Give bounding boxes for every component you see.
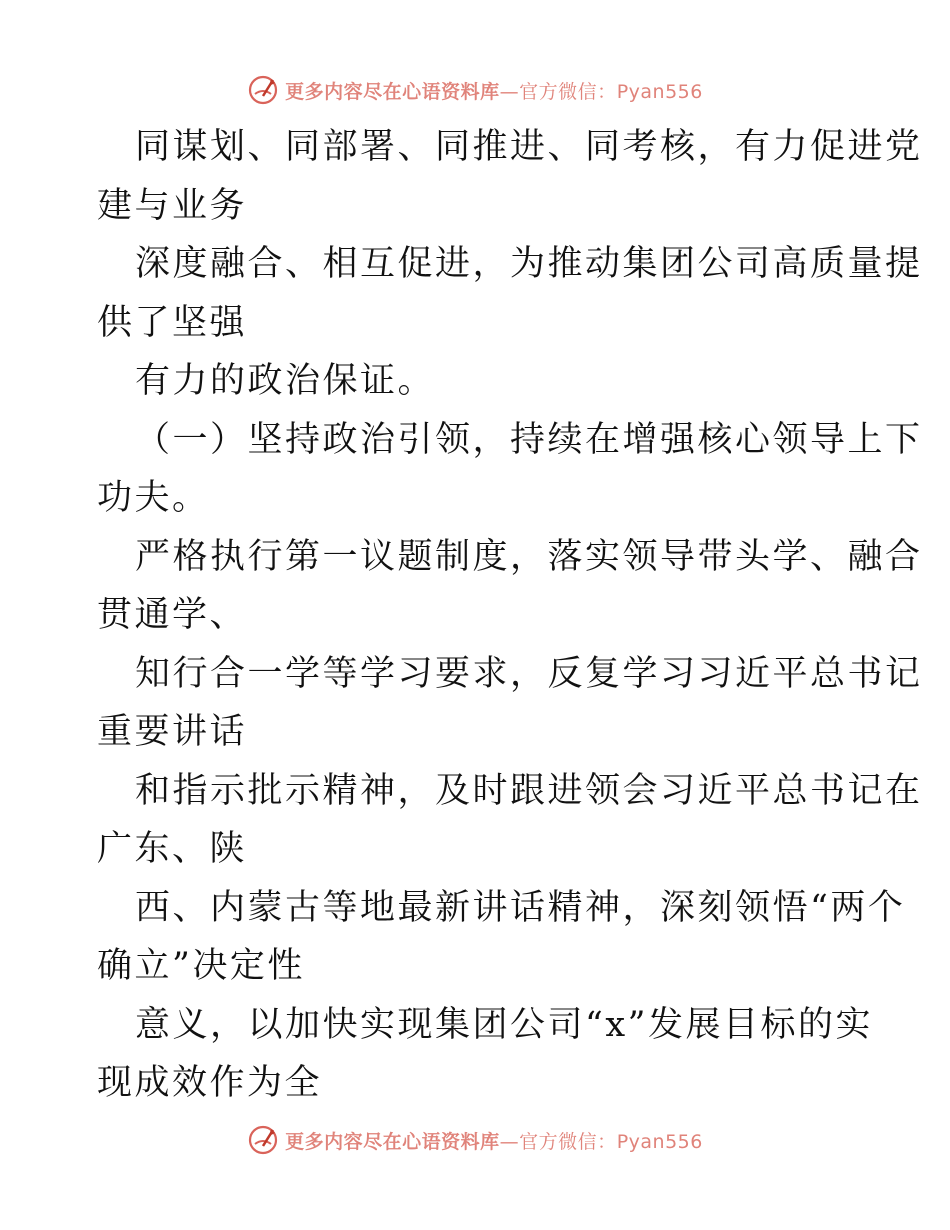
paragraph-line: 供了坚强: [97, 302, 248, 343]
watermark-wechat-id: Pyan556: [616, 80, 703, 103]
document-body: [97, 118, 923, 1113]
paragraph-line: 确立”决定性: [97, 946, 305, 986]
paragraph-line: 知行合一学等学习要求，反复学习习近平总书记: [135, 653, 923, 694]
paragraph-line: 重要讲话: [97, 712, 248, 752]
paragraph-line: 有力的政治保证。: [135, 361, 436, 401]
paragraph-line: 建与业务: [97, 185, 248, 226]
book-quill-logo-icon: [247, 1124, 279, 1156]
watermark-wechat-label: 官方微信：: [519, 1130, 617, 1153]
watermark-separator: —: [499, 1130, 520, 1153]
book-quill-logo-icon: [247, 74, 279, 106]
footer-watermark: [0, 1120, 950, 1160]
watermark-site-text: 更多内容尽在心语资料库: [285, 1130, 500, 1153]
watermark-site-text: 更多内容尽在心语资料库: [285, 80, 500, 103]
header-watermark: [0, 70, 950, 110]
section-heading-line: 功夫。: [97, 478, 210, 518]
paragraph-line: 贯通学、: [97, 595, 248, 635]
section-heading-line: （一）坚持政治引领，持续在增强核心领导上下: [135, 419, 923, 460]
paragraph-line: 西、内蒙古等地最新讲话精神，深刻领悟“两个: [135, 887, 906, 928]
paragraph-line: 广东、陕: [97, 829, 248, 869]
paragraph-line: 意义，以加快实现集团公司“x”发展目标的实: [135, 1004, 874, 1045]
watermark-separator: —: [499, 80, 520, 103]
watermark-wechat-id: Pyan556: [616, 1130, 703, 1153]
paragraph-line: 同谋划、同部署、同推进、同考核，有力促进党: [135, 127, 923, 167]
paragraph-line: 深度融合、相互促进，为推动集团公司高质量提: [135, 244, 923, 284]
paragraph-line: 严格执行第一议题制度，落实领导带头学、融合: [135, 536, 923, 577]
watermark-wechat-label: 官方微信：: [519, 80, 617, 103]
paragraph-line: 和指示批示精神，及时跟进领会习近平总书记在: [135, 770, 923, 811]
paragraph-line: 现成效作为全: [97, 1063, 323, 1103]
